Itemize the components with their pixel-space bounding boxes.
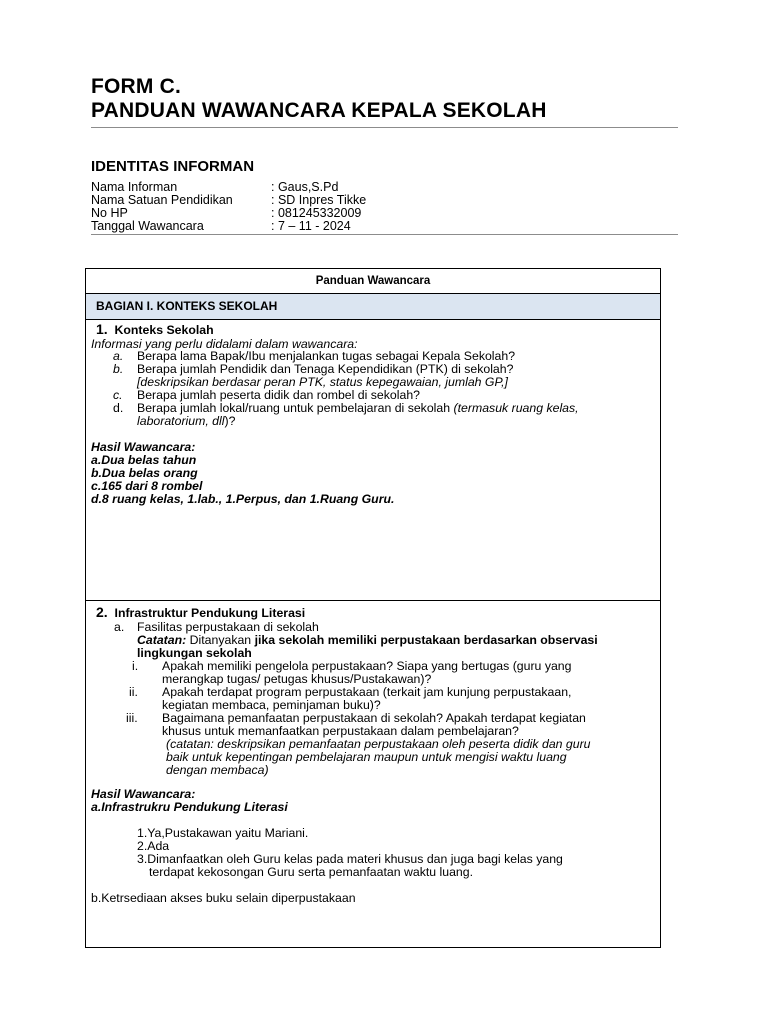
page-title: PANDUAN WAWANCARA KEPALA SEKOLAH bbox=[91, 99, 547, 122]
roman-mark: i. bbox=[132, 659, 139, 673]
identitas-heading: IDENTITAS INFORMAN bbox=[91, 158, 255, 175]
title-divider bbox=[91, 127, 678, 128]
question-note: laboratorium, dll bbox=[137, 414, 225, 428]
identitas-divider bbox=[91, 234, 678, 235]
question-item: Berapa jumlah peserta didik dan rombel di sekolah? bbox=[137, 388, 420, 402]
question-text: Berapa jumlah lokal/ruang untuk pembelajaran di sekolah bbox=[137, 401, 454, 415]
question-tail: )? bbox=[224, 414, 236, 428]
sub-question: khusus untuk memanfaatkan perpustakaan dalam pembelajaran? bbox=[162, 724, 519, 738]
hasil-answer: 1.Ya,Pustakawan yaitu Mariani. bbox=[137, 826, 309, 840]
question-item bbox=[137, 415, 235, 428]
item-mark: c. bbox=[113, 388, 123, 402]
roman-mark: iii. bbox=[126, 711, 138, 725]
identitas-value: : Gaus,S.Pd bbox=[271, 180, 339, 194]
form-label: FORM C. bbox=[91, 75, 182, 98]
section1-title: Konteks Sekolah bbox=[114, 323, 214, 337]
bagian-row bbox=[86, 294, 660, 320]
identitas-value: : 7 – 11 - 2024 bbox=[271, 219, 351, 233]
sub-question: Apakah terdapat program perpustakaan (terkait jam kunjung perpustakaan, bbox=[162, 685, 572, 699]
identitas-value: : 081245332009 bbox=[271, 206, 362, 220]
sub-question: Bagaimana pemanfaatan perpustakaan di sekolah? Apakah terdapat kegiatan bbox=[162, 711, 586, 725]
item-mark: a. bbox=[114, 620, 125, 634]
section1-intro: Informasi yang perlu didalami dalam wawancara: bbox=[91, 337, 358, 351]
sub-question: kegiatan membaca, peminjaman buku)? bbox=[162, 698, 381, 712]
catatan-mid: Ditanyakan bbox=[186, 633, 255, 647]
question-note: (termasuk ruang kelas, bbox=[453, 401, 579, 415]
section1-heading bbox=[96, 323, 214, 337]
identitas-label: Nama Satuan Pendidikan bbox=[91, 193, 233, 207]
catatan-text: jika sekolah memiliki perpustakaan berdasarkan observasi bbox=[254, 633, 598, 647]
subsection-a: Fasilitas perpustakaan di sekolah bbox=[137, 620, 319, 634]
hasil-answer-b: b.Ketrsediaan akses buku selain diperpustakaan bbox=[91, 891, 356, 905]
hasil-answer: c.165 dari 8 rombel bbox=[91, 479, 203, 493]
identitas-label: No HP bbox=[91, 206, 128, 220]
hasil-subheading: a.Infrastrukru Pendukung Literasi bbox=[91, 800, 288, 814]
note-line: (catatan: deskripsikan pemanfaatan perpustakaan oleh peserta didik dan guru bbox=[166, 737, 591, 751]
catatan-text: lingkungan sekolah bbox=[137, 646, 252, 660]
hasil-answer: 3.Dimanfaatkan oleh Guru kelas pada materi khusus dan juga bagi kelas yang bbox=[137, 852, 563, 866]
note-line: baik untuk kepentingan pembelajaran maupun untuk mengisi waktu luang bbox=[166, 750, 567, 764]
table-header: Panduan Wawancara bbox=[86, 269, 660, 294]
section2-heading bbox=[96, 606, 305, 620]
hasil-label: Hasil Wawancara: bbox=[91, 440, 196, 454]
section2-num: 2. bbox=[96, 604, 108, 620]
hasil-answer: terdapat kekosongan Guru serta pemanfaatan waktu luang. bbox=[149, 865, 474, 879]
hasil-answer: d.8 ruang kelas, 1.lab., 1.Perpus, dan 1.Ruang Guru. bbox=[91, 492, 395, 506]
catatan-label: Catatan: bbox=[137, 633, 187, 647]
question-item: Berapa jumlah Pendidik dan Tenaga Kependidikan (PTK) di sekolah? bbox=[137, 362, 514, 376]
note-line: dengan membaca) bbox=[166, 763, 269, 777]
section2-title: Infrastruktur Pendukung Literasi bbox=[114, 606, 306, 620]
identitas-row bbox=[91, 220, 351, 233]
identitas-label: Nama Informan bbox=[91, 180, 178, 194]
sub-question: merangkap tugas/ petugas khusus/Pustakawan)? bbox=[162, 672, 432, 686]
roman-mark: ii. bbox=[129, 685, 138, 699]
identitas-label: Tanggal Wawancara bbox=[91, 219, 204, 233]
section-divider bbox=[86, 600, 660, 601]
interview-table bbox=[85, 268, 661, 948]
identitas-value: : SD Inpres Tikke bbox=[271, 193, 367, 207]
question-item: Berapa lama Bapak/Ibu menjalankan tugas sebagai Kepala Sekolah? bbox=[137, 349, 516, 363]
question-note: [deskripsikan berdasar peran PTK, status kepegawaian, jumlah GP,] bbox=[137, 375, 508, 389]
sub-question: Apakah memiliki pengelola perpustakaan? Siapa yang bertugas (guru yang bbox=[162, 659, 572, 673]
item-mark: d. bbox=[113, 401, 124, 415]
hasil-answer: a.Dua belas tahun bbox=[91, 453, 197, 467]
bagian-label: BAGIAN I. KONTEKS SEKOLAH bbox=[96, 299, 278, 313]
hasil-label: Hasil Wawancara: bbox=[91, 787, 196, 801]
item-mark: b. bbox=[113, 362, 124, 376]
hasil-answer: 2.Ada bbox=[137, 839, 170, 853]
section1-num: 1. bbox=[96, 321, 108, 337]
hasil-answer: b.Dua belas orang bbox=[91, 466, 198, 480]
item-mark: a. bbox=[113, 349, 124, 363]
